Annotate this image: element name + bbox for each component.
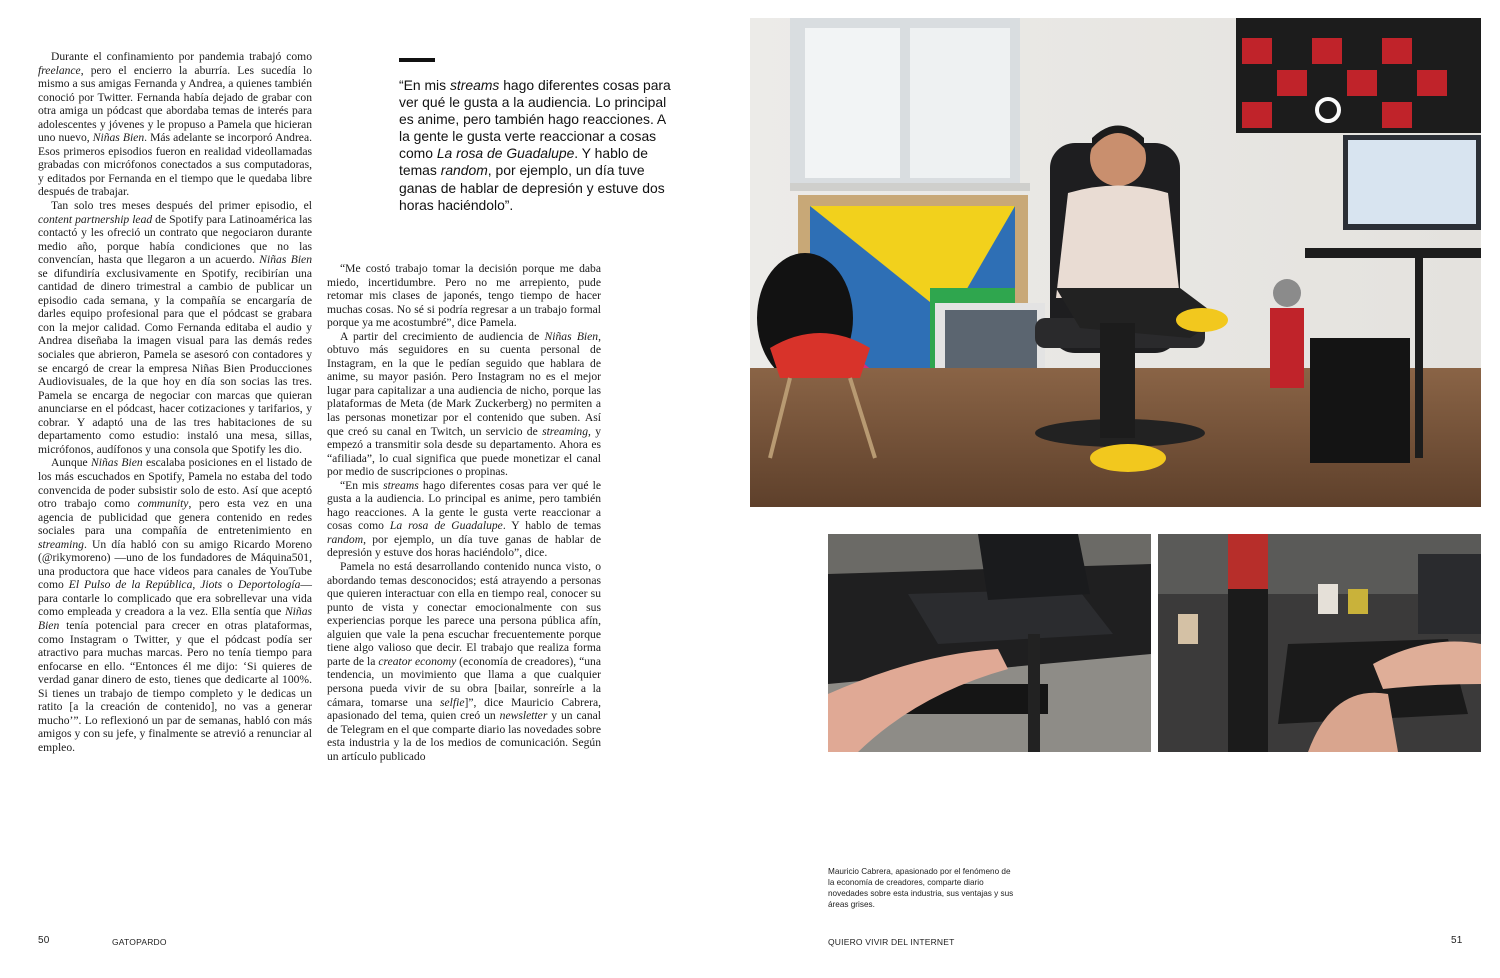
body-paragraph: Pamela no está desarrollando contenido nunca visto, o abordando temas desconocidos; está atrayendo a personas que quieren interactuar con ella en tiempo real, conocer su punto de vista y conectar emocionalmente con sus experiencias porque les parece una persona pública afín, alguien que vale la pena escuchar frecuentemente porque tiene algo valioso que decir. El trabajo que realiza forma parte de la creator economy (economía de creadores), “una tendencia, un movimiento que llama a que cualquier persona pueda vivir de su obra [bailar, sonreírle a la cámara, tomarse una selfie]”, dice Mauricio Cabrera, apasionado del tema, quien creó un newsletter y un canal de Telegram en el que comparte diario las novedades sobre esta industria y la de los medios de comunicación. Según un artículo publicado — [327, 560, 601, 763]
page-number-right: 51 — [1451, 935, 1463, 946]
photo-keyboard-hands — [1158, 534, 1481, 752]
body-column-1 — [38, 50, 312, 754]
page-number-left: 50 — [38, 935, 50, 946]
photo-studio-portrait — [750, 18, 1481, 507]
photo-desk-laptop — [828, 534, 1151, 752]
body-paragraph: “Me costó trabajo tomar la decisión porque me daba miedo, incertidumbre. Pero no me arrepiento, pude retomar mis clases de japonés, tengo tiempo de hacer muchas cosas. No sé si podría regresar a un trabajo formal porque ya me acostumbré”, dice Pamela. — [327, 262, 601, 330]
section-name: QUIERO VIVIR DEL INTERNET — [828, 937, 955, 947]
body-paragraph: “En mis streams hago diferentes cosas para ver qué le gusta a la audiencia. Lo principal es anime, pero también hago reacciones. A la gente le gusta verte reaccionar a cosas como La rosa de Guadalupe. Y hablo de temas random, por ejemplo, un día tuve ganas de hablar de depresión y estuve dos horas haciéndolo”, dice. — [327, 478, 601, 560]
body-paragraph: Durante el confinamiento por pandemia trabajó como freelance, pero el encierro la aburría. Les sucedía lo mismo a sus amigas Fernanda y Andrea, a quienes también conoció por Twitter. Fernanda había dejado de grabar con otra amiga un pódcast que abordaba temas de interés para adolescentes y jóvenes y le propuso a Pamela que hicieran uno nuevo, Niñas Bien. Más adelante se incorporó Andrea. Esos primeros episodios fueron en realidad videollamadas grabadas con micrófonos conectados a sus computadoras, y editados por Fernanda en el tiempo que le quedaba libre después de trabajar. — [38, 50, 313, 199]
photo-caption: Mauricio Cabrera, apasionado por el fenómeno de la economía de creadores, comparte diario novedades sobre esta industria, sus ventajas y sus áreas grises. — [828, 867, 1014, 909]
magazine-name: GATOPARDO — [112, 937, 167, 947]
body-column-2 — [327, 262, 601, 763]
body-paragraph: Tan solo tres meses después del primer episodio, el content partnership lead de Spotify para Latinoamérica las contactó y les ofreció un contrato que negociaron durante medio año, porque había condiciones que no las convencían, hasta que llegaron a un acuerdo. Niñas Bien se difundiría exclusivamente en Spotify, recibirían una cantidad de dinero trimestral a cambio de publicar un episodio cada semana, y la compañía se encargaría de darles equipo profesional para que el pódcast se grabara con la mejor calidad. Como Fernanda editaba el audio y Andrea diseñaba la imagen visual para las demás redes sociales que abrieron, Pamela se asesoró con contadores y se encargó de crear la empresa Niñas Bien Producciones Audiovisuales, de la que hoy en día son socias las tres. Pamela se encarga de negociar con marcas que quieran anunciarse en el pódcast, hacer cotizaciones y tarifarios, y cobrar. Y adaptó una de las tres habitaciones de su departamento como estudio: instaló una mesa, sillas, micrófonos, audífonos y una consola que Spotify les dio. — [38, 199, 312, 456]
body-paragraph: A partir del crecimiento de audiencia de Niñas Bien, obtuvo más seguidores en su cuenta personal de Instagram, en la que le pedían seguido que hablara de anime, su mayor pasión. Pero Instagram no es el mejor lugar para capitalizar a una audiencia de nicho, porque las plataformas de Meta (de Mark Zuckerberg) no permiten a las personas monetizar por el contenido que suben. Así que creó su canal en Twitch, un servicio de streaming, y empezó a transmitir sola desde su departamento. Ahora es “afiliada”, lo cual significa que puede monetizar el canal por medio de suscripciones o propinas. — [327, 329, 602, 479]
pull-quote: “En mis streams hago diferentes cosas para ver qué le gusta a la audiencia. Lo principal es anime, pero también hago reacciones. A la gente le gusta verte reaccionar a cosas como La rosa de Guadalupe. Y hablo de temas random, por ejemplo, un día tuve ganas de hablar de depresión y estuve dos horas haciéndolo”. — [399, 77, 671, 213]
body-paragraph: Aunque Niñas Bien escalaba posiciones en el listado de los más escuchados en Spotify, Pamela no estaba del todo convencida de poder subsistir solo de esto. Así que aceptó otro trabajo como community, pero esta vez en una agencia de publicidad que genera contenido en redes sociales para una compañía de entretenimiento en streaming. Un día habló con su amigo Ricardo Moreno (@rikymoreno) —uno de los fundadores de Máquina501, una productora que hace videos para canales de YouTube como El Pulso de la República, Jiots o Deportología— para contarle lo complicado que era sobrellevar una vida como empleada y creadora a la vez. Ella sentía que Niñas Bien tenía potencial para crecer en otras plataformas, como Instagram o Twitter, y que el pódcast podía ser atractivo para muchas marcas. Pero no tenía tiempo para enfocarse en ello. “Entonces él me dijo: ‘Si quieres de verdad ganar dinero de esto, tienes que dedicarte al 100%. Si tienes un trabajo de tiempo completo y le dedicas un ratito [a la creación de contenido], no vas a generar mucho’”. Lo reflexionó un par de semanas, habló con más amigos y con su jefe, y finalmente se atrevió a renunciar al empleo. — [38, 456, 313, 754]
pull-quote-rule — [399, 58, 435, 62]
